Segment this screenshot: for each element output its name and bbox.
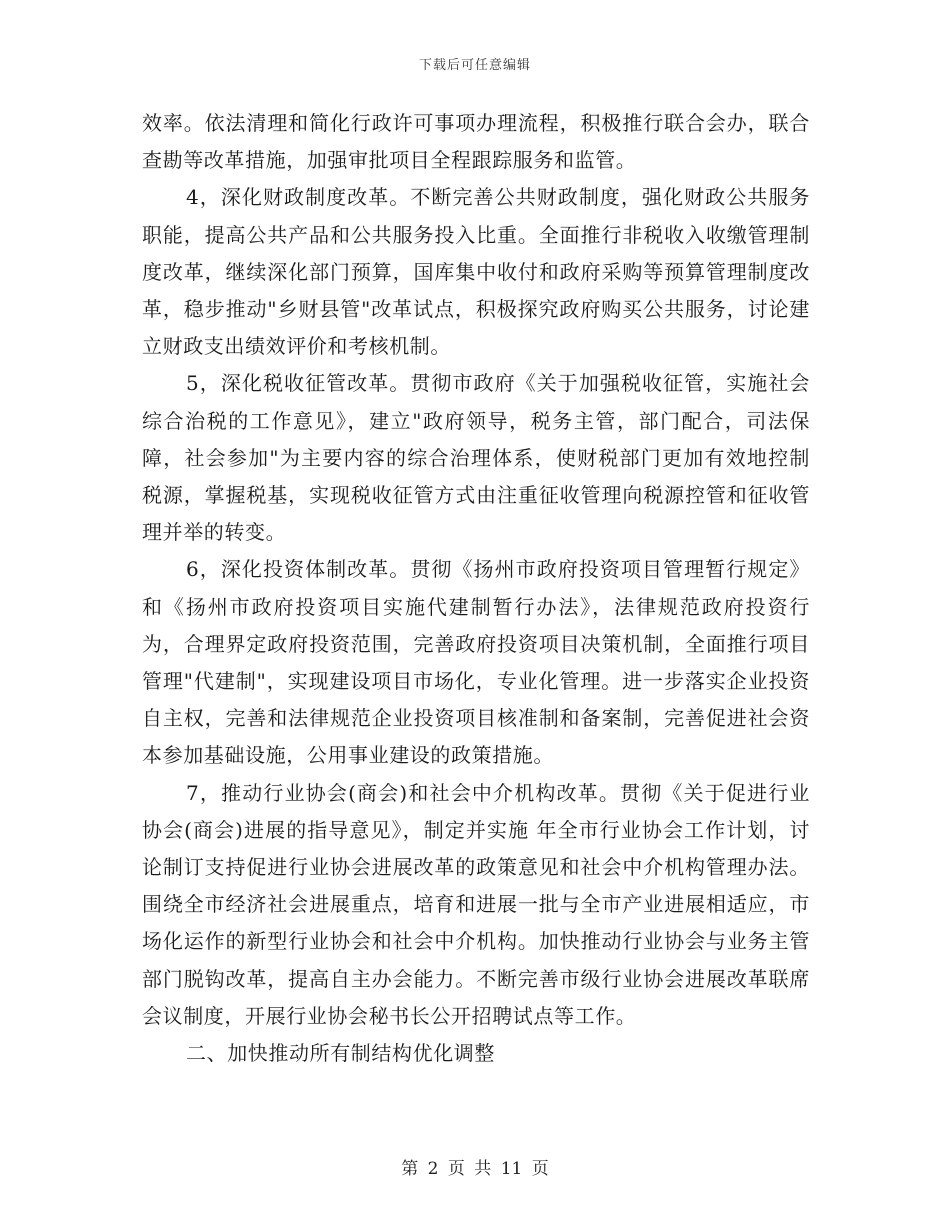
paragraph-tax-reform: 5，深化税收征管改革。贯彻市政府《关于加强税收征管，实施社会综合治税的工作意见》，建立"政府领导，税务主管，部门配合，司法保障，社会参加"为主要内容的综合治理体系，使财税部门更加有效地控制税源，掌握税基，实现税收征管方式由注重征收管理向税源控管和征收管理并举的转变。 bbox=[142, 371, 810, 545]
paragraph-efficiency: 效率。依法清理和简化行政许可事项办理流程，积极推行联合会办，联合查勘等改革措施，加强审批项目全程跟踪服务和监管。 bbox=[142, 111, 810, 173]
document-body bbox=[142, 105, 810, 1072]
page-number: 第 2 页 共 11 页 bbox=[401, 1159, 549, 1179]
paragraph-investment-reform: 6，深化投资体制改革。贯彻《扬州市政府投资项目管理暂行规定》和《扬州市政府投资项目实施代建制暂行办法》，法律规范政府投资行为，合理界定政府投资范围，完善政府投资项目决策机制，全面推行项目管理"代建制"，实现建设项目市场化，专业化管理。进一步落实企业投资自主权，完善和法律规范企业投资项目核准制和备案制，完善促进社会资本参加基础设施，公用事业建设的政策措施。 bbox=[142, 557, 810, 768]
paragraph-industry-association-reform: 7，推动行业协会(商会)和社会中介机构改革。贯彻《关于促进行业协会(商会)进展的指导意见》，制定并实施 年全市行业协会工作计划，讨论制订支持促进行业协会进展改革的政策意见和社会中介机构管理办法。围绕全市经济社会进展重点，培育和进展一批与全市产业进展相适应，市场化运作的新型行业协会和社会中介机构。加快推动行业协会与业务主管部门脱钩改革，提高自主办会能力。不断完善市级行业协会进展改革联席会议制度，开展行业协会秘书长公开招聘试点等工作。 bbox=[142, 780, 810, 1028]
page-header: 下载后可任意编辑 bbox=[418, 58, 531, 73]
paragraph-fiscal-reform: 4，深化财政制度改革。不断完善公共财政制度，强化财政公共服务职能，提高公共产品和公共服务投入比重。全面推行非税收入收缴管理制度改革，继续深化部门预算，国库集中收付和政府采购等预算管理制度改革，稳步推动"乡财县管"改革试点，积极探究政府购买公共服务，讨论建立财政支出绩效评价和考核机制。 bbox=[142, 185, 810, 359]
section-heading-ownership-structure: 二、加快推动所有制结构优化调整 bbox=[186, 1041, 495, 1066]
